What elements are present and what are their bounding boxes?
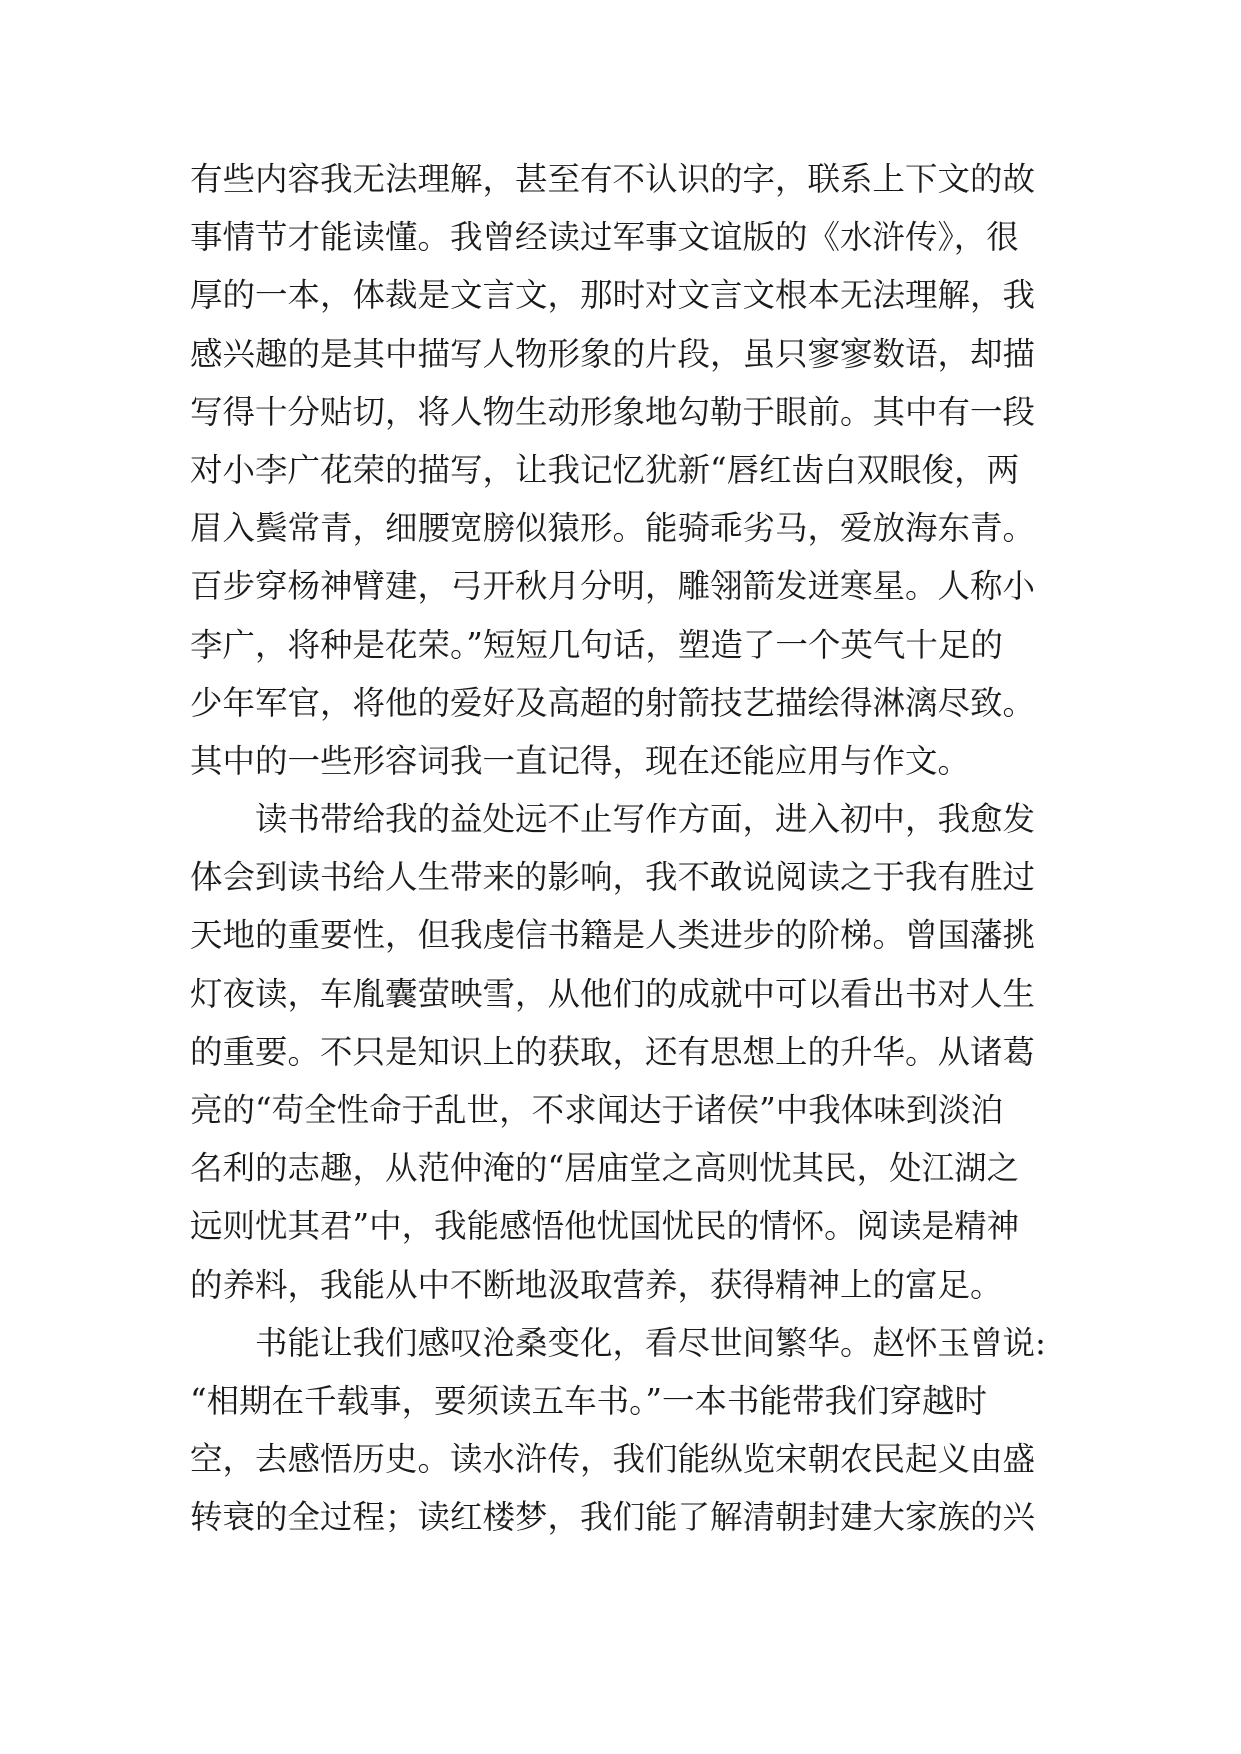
text-line: 少年军官，将他的爱好及高超的射箭技艺描绘得淋漓尽致。	[190, 683, 1036, 722]
text-line: 眉入鬓常青，细腰宽膀似猿形。能骑乖劣马，爱放海东青。	[190, 509, 1036, 548]
text-line: 体会到读书给人生带来的影响，我不敢说阅读之于我有胜过	[190, 858, 1036, 897]
text-line: 空，去感悟历史。读水浒传，我们能纵览宋朝农民起义由盛	[190, 1440, 1036, 1479]
text-line: 亮的“苟全性命于乱世，不求闻达于诸侯”中我体味到淡泊	[190, 1091, 1004, 1129]
text-line: 有些内容我无法理解，甚至有不认识的字，联系上下文的故	[190, 160, 1036, 198]
text-line: 远则忧其君”中，我能感悟他忧国忧民的情怀。阅读是精神	[190, 1207, 1020, 1246]
text-line: 感兴趣的是其中描写人物形象的片段，虽只寥寥数语，却描	[190, 334, 1036, 373]
text-line: 灯夜读，车胤囊萤映雪，从他们的成就中可以看出书对人生	[190, 974, 1036, 1013]
text-line: 名利的志趣，从范仲淹的“居庙堂之高则忧其民，处江湖之	[190, 1149, 1020, 1188]
text-line: 书能让我们感叹沧桑变化，看尽世间繁华。赵怀玉曾说:	[255, 1323, 1046, 1362]
text-line: 李广，将种是花荣。”短短几句话，塑造了一个英气十足的	[190, 625, 1003, 664]
text-line: 厚的一本，体裁是文言文，那时对文言文根本无法理解，我	[190, 276, 1036, 315]
text-line: 其中的一些形容词我一直记得，现在还能应用与作文。	[190, 741, 971, 780]
body-text	[190, 150, 1070, 1547]
text-line: 对小李广花荣的描写，让我记忆犹新“唇红齿白双眼俊，两	[190, 450, 1020, 489]
text-line: 天地的重要性，但我虔信书籍是人类进步的阶梯。曾国藩挑	[190, 916, 1036, 955]
text-line: “相期在千载事，要须读五车书。”一本书能带我们穿越时	[190, 1381, 987, 1420]
text-line: 的重要。不只是知识上的获取，还有思想上的升华。从诸葛	[190, 1032, 1036, 1071]
text-line: 写得十分贴切，将人物生动形象地勾勒于眼前。其中有一段	[190, 392, 1036, 431]
text-line: 转衰的全过程；读红楼梦，我们能了解清朝封建大家族的兴	[190, 1498, 1036, 1537]
text-line: 事情节才能读懂。我曾经读过军事文谊版的《水浒传》，很	[190, 218, 1019, 257]
text-line: 读书带给我的益处远不止写作方面，进入初中，我愈发	[255, 800, 1036, 839]
text-line: 的养料，我能从中不断地汲取营养，获得精神上的富足。	[190, 1265, 1003, 1304]
text-line: 百步穿杨神臂建，弓开秋月分明，雕翎箭发迸寒星。人称小	[190, 567, 1036, 606]
